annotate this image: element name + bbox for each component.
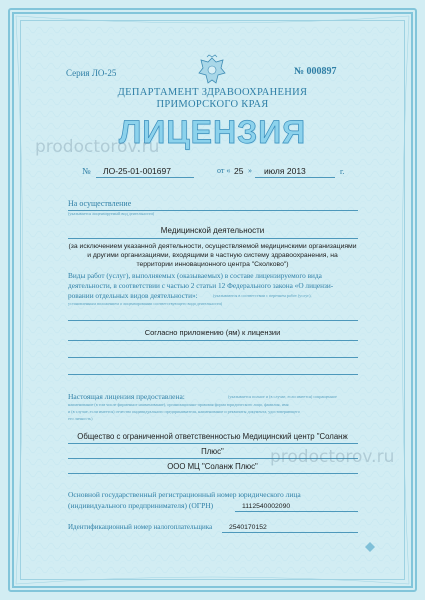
- ogrn-value: 1112540002090: [242, 503, 291, 510]
- activity-exclusion-line-3: территории инновационного центра "Сколково"): [136, 261, 289, 268]
- license-number-underline: [96, 177, 194, 178]
- works-blank-line-1: [68, 320, 358, 321]
- works-blank-line-2: [68, 340, 358, 341]
- department-line-1: ДЕПАРТАМЕНТ ЗДРАВООХРАНЕНИЯ: [117, 87, 308, 98]
- ogrn-label-line-1: Основной государственный регистрационный номер юридического лица: [68, 490, 301, 499]
- watermark-bottom: prodoctorov.ru: [270, 447, 395, 467]
- issued-hint-3: и (в случае, если имеется) отчество индивидуального предпринимателя, наименование и реквизиты документа, удостоверяющего: [68, 409, 300, 414]
- organization-short-underline: [68, 473, 358, 474]
- license-date-from-label: от «: [217, 166, 231, 175]
- ogrn-label-line-2: (индивидуального предпринимателя) (ОГРН): [68, 501, 214, 510]
- works-hint-1: (указываются в соответствии с перечнем работ (услуг),: [213, 293, 312, 298]
- license-date-day: 25: [234, 166, 244, 176]
- activity-type: Медицинской деятельности: [160, 226, 265, 235]
- license-date-day-close: »: [248, 166, 252, 175]
- document-title: ЛИЦЕНЗИЯ: [118, 114, 307, 150]
- organization-name-line-2: Плюс": [201, 447, 224, 456]
- corner-ornament-icon: [365, 542, 375, 552]
- form-number: № 000897: [294, 66, 337, 77]
- activity-type-underline: [68, 238, 358, 239]
- activity-label: На осуществление: [68, 199, 132, 208]
- works-line-1: Виды работ (услуг), выполняемых (оказываемых) в составе лицензируемого вида: [68, 271, 322, 280]
- issued-hint-4: его личность): [68, 416, 93, 421]
- organization-line-1-underline: [68, 443, 358, 444]
- works-line-3: ровании отдельных видов деятельности»:: [68, 291, 198, 300]
- license-date-year-suffix: г.: [340, 167, 345, 176]
- department-line-2: ПРИМОРСКОГО КРАЯ: [156, 99, 269, 110]
- watermark-top: prodoctorov.ru: [35, 137, 160, 157]
- appendix-reference: Согласно приложению (ям) к лицензии: [144, 328, 281, 337]
- activity-hint: (указывается лицензируемый вид деятельности): [68, 211, 155, 216]
- coat-of-arms-emblem: [196, 54, 228, 88]
- organization-short-name: ООО МЦ "Соланж Плюс": [167, 462, 258, 471]
- activity-exclusion-line-2: и другими организациями, входящими в частную систему здравоохранения, на: [87, 252, 338, 259]
- works-hint-2: установленным положением о лицензировании соответствующего вида деятельности): [68, 301, 223, 306]
- activity-exclusion-line-1: (за исключением указанной деятельности, осуществляемой медицинскими организациями: [68, 243, 357, 250]
- inn-underline: [222, 532, 358, 533]
- issued-hint-1: (указывается полное и (в случае, если имеется) сокращенное: [228, 394, 337, 399]
- works-line-2: деятельности, в соответствии с частью 2 статьи 12 Федерального закона «О лицензи-: [68, 281, 334, 290]
- ogrn-underline: [235, 511, 358, 512]
- works-blank-line-3: [68, 357, 358, 358]
- license-number-value: ЛО-25-01-001697: [103, 166, 171, 176]
- license-date-underline: [255, 177, 335, 178]
- organization-name-line-1: Общество с ограниченной ответственностью Медицинский центр "Соланж: [77, 432, 348, 441]
- works-blank-line-4: [68, 374, 358, 375]
- issued-hint-2: наименование (в том числе фирменное наименование), организационно-правовая форма юридического лица, фамилия, имя: [68, 402, 289, 407]
- series-label: Серия ЛО-25: [66, 68, 117, 78]
- license-number-label: №: [82, 166, 91, 176]
- inn-value: 2540170152: [229, 524, 267, 531]
- inn-label: Идентификационный номер налогоплательщика: [68, 523, 213, 531]
- issued-to-label: Настоящая лицензия предоставлена:: [68, 392, 185, 401]
- license-date-month-year: июля 2013: [264, 166, 306, 176]
